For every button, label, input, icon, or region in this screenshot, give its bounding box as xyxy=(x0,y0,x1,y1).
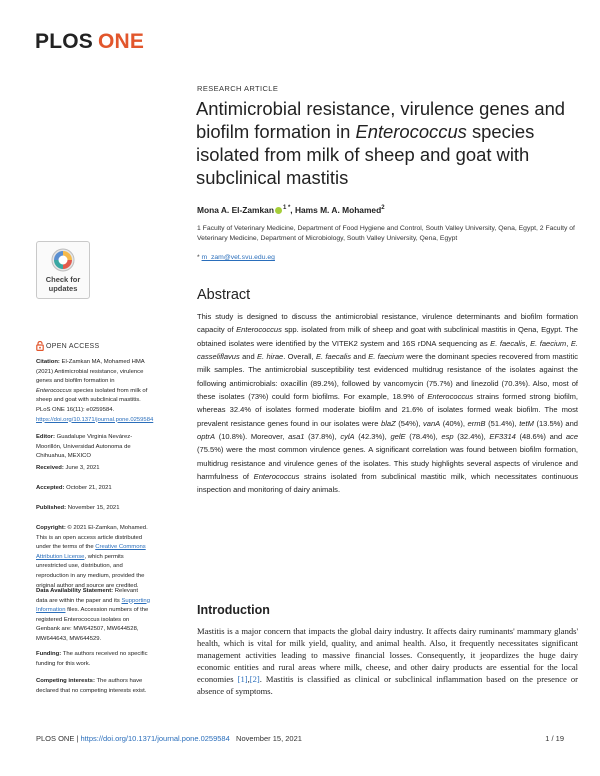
gene-name: optrA xyxy=(197,432,216,442)
intro-text: Mastitis is a major concern that impacts the global dairy industry. It affects dairy ruminants' mammary glands' health, which is vital for milk yield, quality, and animal health. Also, it frequently necessitates significant management activities leading to massive financial losses. Consequently, it jeopardizes the huge dairy economic entities and rural areas where milk, cheese, and other dairy products are essential for the local economies xyxy=(197,626,578,685)
abstract-genus: Enterococcus xyxy=(253,472,300,482)
data-availability-text: Relevant data are within the paper and its xyxy=(36,588,139,604)
gene-name: ermB xyxy=(467,418,486,428)
author-sep: , xyxy=(290,205,295,215)
accepted-date: October 21, 2021 xyxy=(64,485,112,491)
received-block xyxy=(36,464,151,474)
citation-text: El-Zamkan MA, Mohamed HMA (2021) Antimicrobial resistance, virulence genes and biofilm formation in xyxy=(36,359,145,385)
introduction-body xyxy=(197,625,578,698)
abstract-text: (75.5%) were the most common virulence genes. A significant correlation was found between biofilm formation, multidrug resistance and virulence genes of the isolates. This study highlights several aspects of virulence and harmfulness of xyxy=(197,445,578,482)
license-link[interactable]: Creative Commons Attribution License xyxy=(36,544,146,560)
page-footer xyxy=(36,734,564,743)
abstract-text: (10.8%). Moreover, xyxy=(215,432,289,442)
author-2[interactable]: Hams M. A. Mohamed xyxy=(294,205,382,215)
abstract-genus: Enterococcus xyxy=(427,392,474,402)
gene-name: EF3314 xyxy=(489,432,516,442)
copyright-text: , which permits unrestricted use, distribution, and reproduction in any medium, provided the original author and source are credited. xyxy=(36,553,145,589)
author-1-affil: 1 * xyxy=(282,205,291,212)
gene-name: blaZ xyxy=(381,418,396,428)
gene-name: tetM xyxy=(519,418,534,428)
abstract-text: , xyxy=(525,338,531,348)
check-line1: Check for xyxy=(45,275,81,284)
copyright-block xyxy=(36,524,151,591)
reference-link-2[interactable]: [2] xyxy=(249,674,260,685)
received-label: Received: xyxy=(36,465,64,471)
page-number: 1 / 19 xyxy=(545,734,564,743)
competing-interests-block xyxy=(36,677,151,696)
published-block xyxy=(36,504,151,514)
citation-doi-link[interactable]: https://doi.org/10.1371/journal.pone.0259584 xyxy=(36,416,154,423)
published-date: November 15, 2021 xyxy=(66,505,120,511)
copyright-text: © 2021 El-Zamkan, Mohamed. This is an open access article distributed under the terms of the xyxy=(36,525,148,551)
footer-journal: PLOS ONE xyxy=(36,734,75,743)
intro-text: . Mastitis is classified as clinical or subclinical inflammation based on the presence or absence of symptoms. xyxy=(197,674,578,697)
abstract-text: (48.6%) and xyxy=(515,432,566,442)
abstract-text: and xyxy=(351,352,369,362)
gene-name: gelE xyxy=(390,432,406,442)
crossmark-icon xyxy=(51,248,75,272)
introduction-heading: Introduction xyxy=(197,603,270,617)
abstract-text: (32.4%), xyxy=(453,432,490,442)
abstract-text: (42.3%), xyxy=(354,432,391,442)
abstract-species: E. hirae xyxy=(257,352,284,362)
article-type: RESEARCH ARTICLE xyxy=(197,84,279,93)
abstract-species: E. faecium xyxy=(530,338,567,348)
competing-interests-label: Competing interests: xyxy=(36,678,95,684)
citation-label: Citation: xyxy=(36,359,60,365)
abstract-species: E. faecalis xyxy=(490,338,526,348)
footer-doi-link[interactable]: https://doi.org/10.1371/journal.pone.0259584 xyxy=(80,734,230,743)
data-availability-block xyxy=(36,587,151,645)
orcid-icon[interactable] xyxy=(275,207,282,214)
abstract-species: E. casseliflavus xyxy=(197,338,578,362)
abstract-text: . Overall, xyxy=(283,352,316,362)
gene-name: ace xyxy=(565,432,579,442)
gene-name: asa1 xyxy=(288,432,305,442)
check-for-updates-button[interactable] xyxy=(36,241,90,299)
abstract-text: spp. isolated from milk of sheep and goat with subclinical mastitis in Qena, Egypt. The obtained isolates were identified by the VITEK2 system and 16S rDNA sequencing as xyxy=(197,325,578,348)
abstract-body xyxy=(197,310,578,497)
data-availability-label: Data Availability Statement: xyxy=(36,588,114,594)
gene-name: cylA xyxy=(340,432,355,442)
abstract-text: were the dominant species recovered from mastitic milk samples. The antimicrobial susceptibility test evidenced multidrug resistance of the isolates against the following antimicrobials: oxacillin (89.2%), followed by vancomycin (75.7%) and linezolid (70.3%). Also, most of these isolates (73%) could form biofilms. For example, 18.9% of xyxy=(197,352,578,402)
abstract-text: (37.8%), xyxy=(304,432,341,442)
abstract-text: strains isolated from subclinical mastitic milk, which necessitates continuous inspection and monitoring of dairy animals. xyxy=(197,472,579,495)
reference-sep: , xyxy=(247,674,250,685)
abstract-text: and xyxy=(239,352,258,362)
gene-name: esp xyxy=(441,432,454,442)
accepted-label: Accepted: xyxy=(36,485,65,491)
accepted-block xyxy=(36,484,151,494)
funding-block xyxy=(36,650,151,669)
abstract-text: (78.4%), xyxy=(405,432,442,442)
abstract-genus: Enterococcus xyxy=(236,325,282,335)
corr-star: * xyxy=(197,254,202,261)
citation-text: species isolated from milk of sheep and goat with subclinical mastitis. PLoS ONE 16(11): e0259584. xyxy=(36,387,148,413)
journal-name-plos: PLOS xyxy=(35,30,93,53)
copyright-label: Copyright: xyxy=(36,525,66,531)
affiliations: 1 Faculty of Veterinary Medicine, Department of Food Hygiene and Control, South Valley University, Qena, Egypt, 2 Faculty of Veterinary Medicine, Department of Microbiology, South Valley University, Qena, Egypt xyxy=(197,225,575,242)
abstract-text: (13.5%) and xyxy=(533,418,579,428)
abstract-species: E. faecalis xyxy=(315,352,351,362)
published-label: Published: xyxy=(36,505,67,511)
supporting-info-link[interactable]: Supporting Information xyxy=(36,597,150,614)
abstract-text: (54%), xyxy=(395,418,424,428)
funding-label: Funding: xyxy=(36,651,62,657)
check-line2: updates xyxy=(48,284,78,293)
article-title xyxy=(196,97,576,189)
abstract-text: (51.4%), xyxy=(485,418,520,428)
footer-sep: | xyxy=(74,734,81,743)
footer-date: November 15, 2021 xyxy=(236,734,302,743)
received-date: June 3, 2021 xyxy=(63,465,100,471)
author-list xyxy=(197,205,385,215)
citation-genus: Enterococcus xyxy=(36,387,72,394)
abstract-text: This study is designed to discuss the antimicrobial resistance, virulence determinants and biofilm formation capacity of xyxy=(197,312,578,335)
editor-label: Editor: xyxy=(36,434,55,440)
title-italic: Enterococcus xyxy=(355,121,467,142)
title-part1: Antimicrobial resistance, virulence genes and biofilm formation in xyxy=(196,98,566,142)
journal-logo xyxy=(35,30,144,54)
correspondence xyxy=(197,254,275,261)
editor-block xyxy=(36,433,151,462)
abstract-species: E. faecium xyxy=(368,352,405,362)
reference-link-1[interactable]: [1] xyxy=(237,674,248,685)
abstract-text: , xyxy=(566,338,571,348)
gene-name: vanA xyxy=(423,418,441,428)
abstract-text: (40%), xyxy=(440,418,468,428)
corr-email-link[interactable]: m_zam@vet.svu.edu.eg xyxy=(201,254,275,261)
title-part2: species isolated from milk of sheep and goat with subclinical mastitis xyxy=(196,121,535,188)
editor-text: Guadalupe Virginia Nevárez-Moorillón, Universidad Autonoma de Chihuahua, MEXICO xyxy=(36,434,133,460)
journal-name-one: ONE xyxy=(97,30,145,53)
competing-interests-text: The authors have declared that no competing interests exist. xyxy=(36,678,147,694)
abstract-text: strains formed strong biofilm, whereas 32.4% of isolates formed moderate biofilm and 21.6% of isolates formed weak biofilm. The most prevalent resistance genes found in our isolates were xyxy=(197,392,578,428)
open-access-label: OPEN ACCESS xyxy=(46,342,100,350)
check-for-updates-label xyxy=(37,275,89,293)
open-access-badge xyxy=(36,341,99,351)
open-lock-icon xyxy=(36,341,44,351)
abstract-heading: Abstract xyxy=(197,287,251,303)
author-1[interactable]: Mona A. El-Zamkan xyxy=(197,205,274,215)
funding-text: The authors received no specific funding for this work. xyxy=(36,651,148,667)
data-availability-text: files. Accession numbers of the registered Enterococcus isolates on Genbank are: MW642507, MW644528, MW644643, MW644529. xyxy=(36,607,149,642)
citation-block xyxy=(36,358,154,425)
author-2-affil: 2 xyxy=(381,205,385,212)
